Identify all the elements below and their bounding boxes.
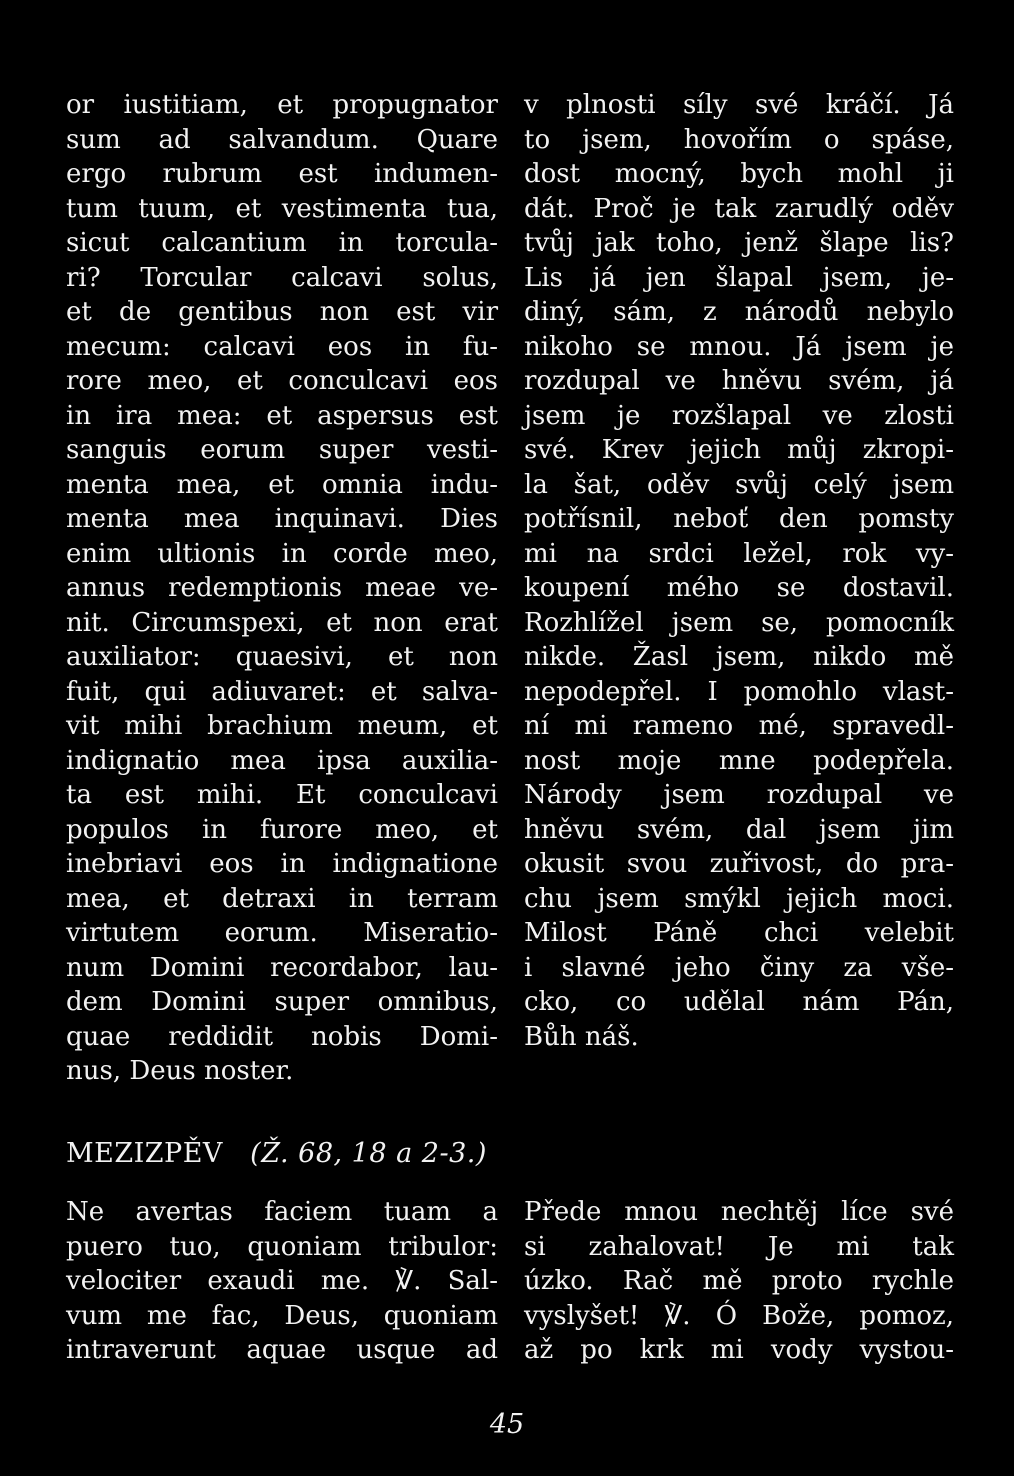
text-line: Rozhlížel jsem se, pomocník bbox=[524, 607, 954, 638]
text-line: velociter exaudi me. ℣. Sal- bbox=[66, 1266, 498, 1296]
text-line: intraverunt aquae usque ad bbox=[66, 1335, 498, 1365]
text-line: okusit svou zuřivost, do pra- bbox=[524, 849, 954, 879]
text-line: annus redemptionis meae ve- bbox=[66, 573, 498, 603]
text-line: enim ultionis in corde meo, bbox=[66, 538, 498, 569]
text-line: Lis já jen šlapal jsem, je- bbox=[524, 262, 954, 293]
text-line: hněvu svém, dal jsem jim bbox=[524, 814, 954, 845]
text-line: až po krk mi vody vystou- bbox=[524, 1335, 954, 1365]
text-line: nost moje mne podepřela. bbox=[524, 745, 954, 776]
text-line: mecum: calcavi eos in fu- bbox=[66, 331, 498, 362]
text-line: puero tuo, quoniam tribulor: bbox=[66, 1231, 498, 1262]
text-line: nikde. Žasl jsem, nikdo mě bbox=[524, 642, 954, 672]
text-line: chu jsem smýkl jejich moci. bbox=[524, 883, 954, 914]
text-line: ri? Torcular calcavi solus, bbox=[66, 262, 498, 293]
text-line: nepodepřel. I pomohlo vlast- bbox=[524, 676, 954, 707]
text-line: dem Domini super omnibus, bbox=[66, 987, 498, 1017]
text-line: diný, sám, z národů nebylo bbox=[524, 297, 954, 327]
text-line: Milost Páně chci velebit bbox=[524, 918, 954, 948]
text-line: ní mi rameno mé, spravedl- bbox=[524, 711, 954, 741]
text-line: vit mihi brachium meum, et bbox=[66, 711, 498, 741]
text-line: quae reddidit nobis Domi- bbox=[66, 1021, 498, 1052]
heading-reference: (Ž. 68, 18 a 2-3.) bbox=[250, 1138, 487, 1169]
text-line: mea, et detraxi in terram bbox=[66, 883, 498, 914]
text-line: potřísnil, neboť den pomsty bbox=[524, 504, 954, 534]
text-line: sum ad salvandum. Quare bbox=[66, 124, 498, 155]
text-line: la šat, oděv svůj celý jsem bbox=[524, 469, 954, 500]
text-line: v plnosti síly své kráčí. Já bbox=[524, 90, 954, 120]
text-line: Bůh náš. bbox=[524, 1021, 639, 1052]
text-line: inebriavi eos in indignatione bbox=[66, 849, 498, 879]
text-line: tvůj jak toho, jenž šlape lis? bbox=[524, 228, 954, 258]
text-line: dost mocný, bych mohl ji bbox=[524, 159, 954, 189]
text-line: sanguis eorum super vesti- bbox=[66, 435, 498, 465]
heading-title: MEZIZPĚV bbox=[66, 1138, 223, 1169]
text-line: Přede mnou nechtěj líce své bbox=[524, 1197, 954, 1227]
text-line: sicut calcantium in torcula- bbox=[66, 228, 498, 258]
page-number: 45 bbox=[489, 1409, 525, 1440]
text-line: dát. Proč je tak zarudlý oděv bbox=[524, 193, 954, 224]
text-line: nus, Deus noster. bbox=[66, 1056, 294, 1086]
text-line: cko, co udělal nám Pán, bbox=[524, 987, 954, 1017]
text-line: in ira mea: et aspersus est bbox=[66, 400, 498, 431]
latin-gradual-column bbox=[66, 1195, 498, 1368]
text-line: nikoho se mnou. Já jsem je bbox=[524, 331, 954, 362]
text-line: ergo rubrum est indumen- bbox=[66, 159, 498, 189]
text-line: své. Krev jejich můj zkropi- bbox=[524, 435, 954, 465]
czech-gradual-column bbox=[524, 1195, 954, 1368]
text-line: auxiliator: quaesivi, et non bbox=[66, 642, 498, 672]
text-line: menta mea inquinavi. Dies bbox=[66, 504, 498, 534]
text-line: virtutem eorum. Miseratio- bbox=[66, 918, 498, 948]
text-line: koupení mého se dostavil. bbox=[524, 573, 954, 603]
text-line: num Domini recordabor, lau- bbox=[66, 952, 498, 983]
latin-text-column bbox=[66, 88, 498, 1089]
text-line: si zahalovat! Je mi tak bbox=[524, 1231, 954, 1262]
text-line: fuit, qui adiuvaret: et salva- bbox=[66, 676, 498, 707]
text-line: Ne avertas faciem tuam a bbox=[66, 1197, 498, 1227]
text-line: et de gentibus non est vir bbox=[66, 297, 498, 327]
text-line: menta mea, et omnia indu- bbox=[66, 469, 498, 500]
text-line: úzko. Rač mě proto rychle bbox=[524, 1266, 954, 1296]
czech-text-column bbox=[524, 88, 954, 1054]
text-line: vum me fac, Deus, quoniam bbox=[66, 1300, 498, 1331]
text-line: indignatio mea ipsa auxilia- bbox=[66, 745, 498, 776]
text-line: rozdupal ve hněvu svém, já bbox=[524, 366, 954, 396]
text-line: populos in furore meo, et bbox=[66, 814, 498, 845]
text-line: mi na srdci ležel, rok vy- bbox=[524, 538, 954, 569]
text-line: or iustitiam, et propugnator bbox=[66, 90, 498, 120]
text-line: vyslyšet! ℣. Ó Bože, pomoz, bbox=[524, 1300, 954, 1331]
text-line: nit. Circumspexi, et non erat bbox=[66, 607, 498, 638]
text-line: i slavné jeho činy za vše- bbox=[524, 952, 954, 983]
text-line: tum tuum, et vestimenta tua, bbox=[66, 193, 498, 224]
text-line: ta est mihi. Et conculcavi bbox=[66, 780, 498, 810]
section-heading bbox=[66, 1136, 487, 1172]
text-line: Národy jsem rozdupal ve bbox=[524, 780, 954, 810]
text-line: rore meo, et conculcavi eos bbox=[66, 366, 498, 396]
text-line: jsem je rozšlapal ve zlosti bbox=[524, 400, 954, 431]
text-line: to jsem, hovořím o spáse, bbox=[524, 124, 954, 155]
